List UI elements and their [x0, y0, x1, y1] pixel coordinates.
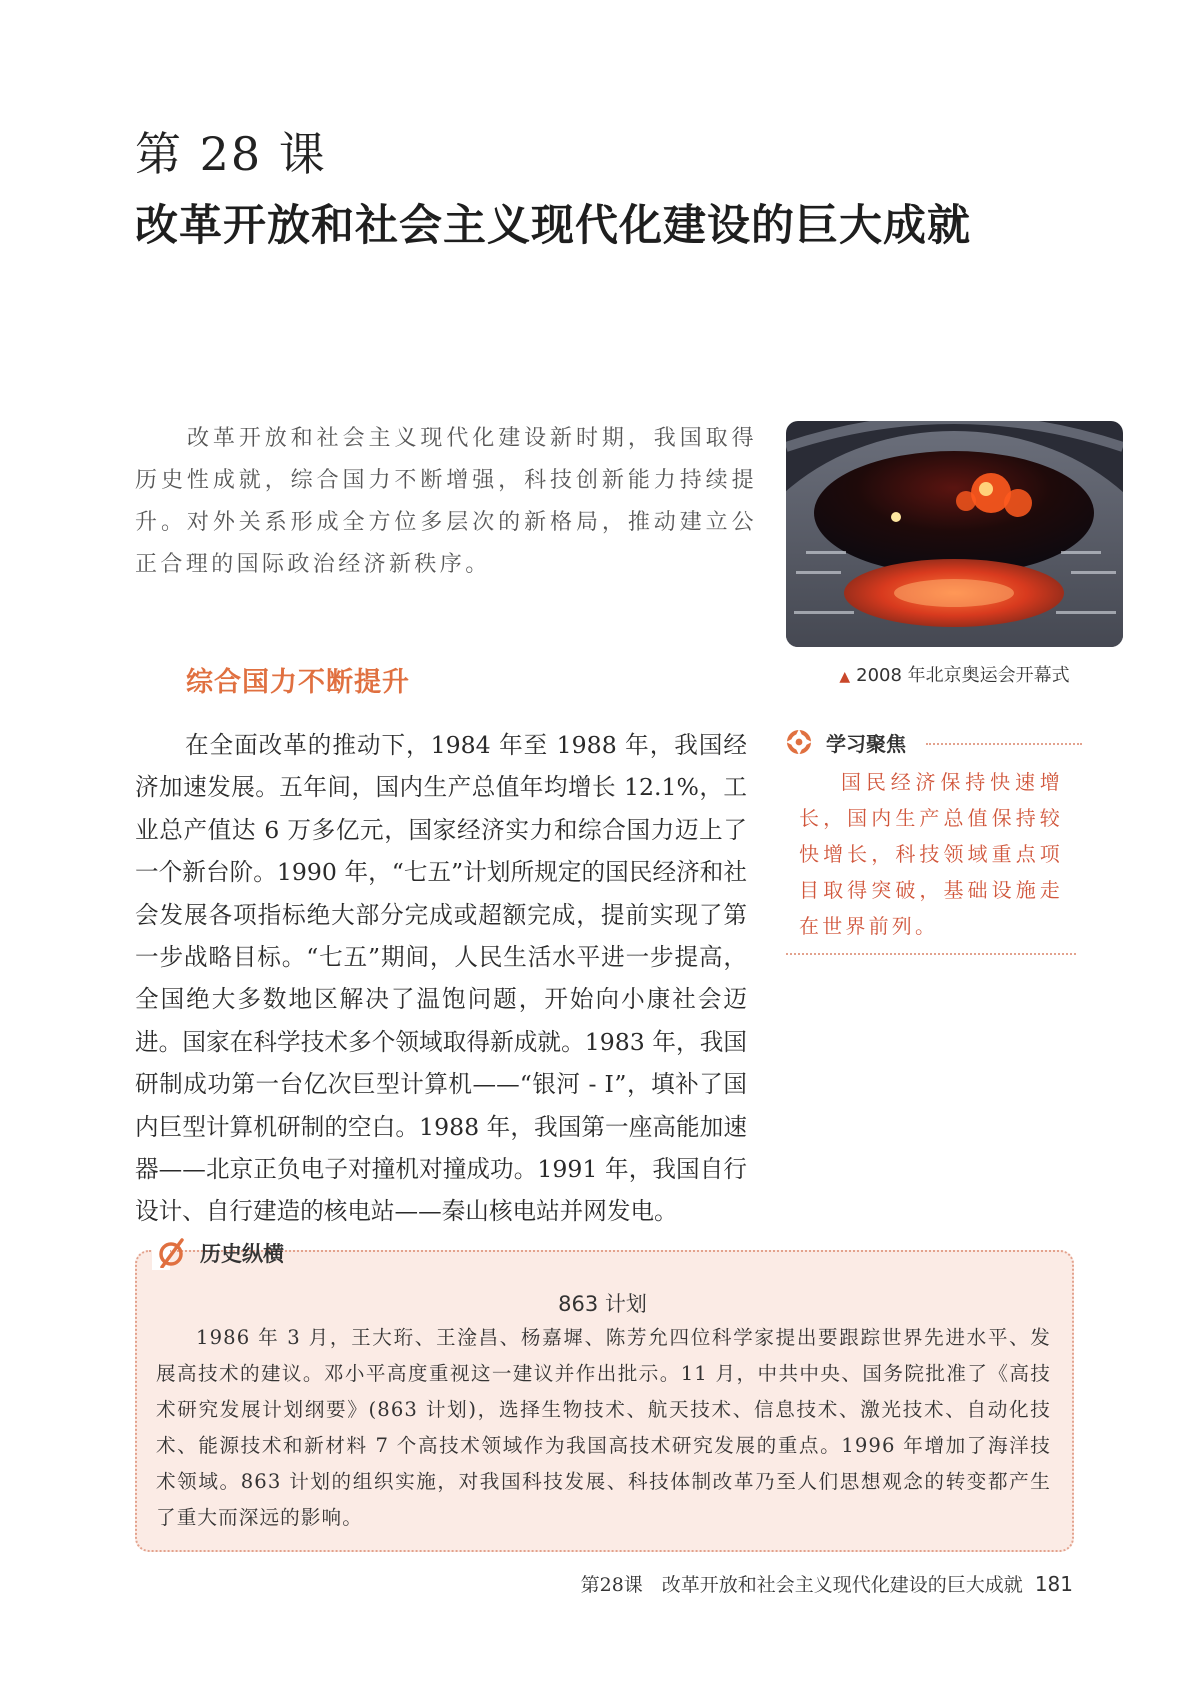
- study-focus-text: 国民经济保持快速增长，国内生产总值保持较快增长，科技领域重点项目取得突破，基础设施走在世界前列。: [799, 770, 1063, 938]
- history-box-title: 863 计划: [558, 1292, 647, 1316]
- divider: [786, 953, 1076, 955]
- lesson-number: 第 28 课: [135, 127, 327, 181]
- history-box-text: 1986 年 3 月，王大珩、王淦昌、杨嘉墀、陈芳允四位科学家提出要跟踪世界先进水平、发展高技术的建议。邓小平高度重视这一建议并作出批示。11 月，中共中央、国务院批准了《高技术研究发展计划纲要》(863 计划)，选择生物技术、航天技术、信息技术、激光技术、自动化技术、能源技术和新材料 7 个高技术领域作为我国高技术研究发展的重点。1996 年增加了海洋技术领域。863 计划的组织实施，对我国科技发展、科技体制改革乃至人们思想观念的转变都产生了重大而深远的影响。: [156, 1326, 1051, 1529]
- section-body: 在全面改革的推动下，1984 年至 1988 年，我国经济加速发展。五年间，国内生产总值年均增长 12.1%，工业总产值达 6 万多亿元，国家经济实力和综合国力迈上了一个新台阶。1990 年，“七五”计划所规定的国民经济和社会发展各项指标绝大部分完成或超额完成，提前实现了第一步战略目标。“七五”期间，人民生活水平进一步提高，全国绝大多数地区解决了温饱问题，开始向小康社会迈进。国家在科学技术多个领域取得新成就。1983 年，我国研制成功第一台亿次巨型计算机——“银河 - Ⅰ”，填补了国内巨型计算机研制的空白。1988 年，我国第一座高能加速器——北京正负电子对撞机对撞成功。1991 年，我国自行设计、自行建造的核电站——秦山核电站并网发电。: [135, 731, 747, 1226]
- target-icon: [786, 729, 812, 755]
- lesson-title: 改革开放和社会主义现代化建设的巨大成就: [135, 201, 971, 251]
- olympics-opening-photo: [786, 421, 1123, 647]
- triangle-icon: ▲: [839, 669, 851, 685]
- history-box-label: 历史纵横: [200, 1242, 284, 1266]
- history-box-header: [152, 1236, 284, 1270]
- page-footer: [581, 1570, 1073, 1597]
- intro-paragraph: 改革开放和社会主义现代化建设新时期，我国取得历史性成就，综合国力不断增强，科技创新能力持续提升。对外关系形成全方位多层次的新格局，推动建立公正合理的国际政治经济新秩序。: [135, 426, 757, 577]
- running-title: 第28课 改革开放和社会主义现代化建设的巨大成就: [580, 1574, 1023, 1596]
- page-number: 181: [1034, 1572, 1073, 1596]
- study-focus-header: [786, 728, 1076, 758]
- section-heading: 综合国力不断提升: [186, 667, 410, 698]
- history-icon: [156, 1238, 190, 1268]
- study-focus-label: 学习聚焦: [826, 732, 906, 756]
- divider: [926, 743, 1082, 745]
- photo-caption-text: 2008 年北京奥运会开幕式: [856, 665, 1070, 686]
- photo-caption: [786, 661, 1123, 687]
